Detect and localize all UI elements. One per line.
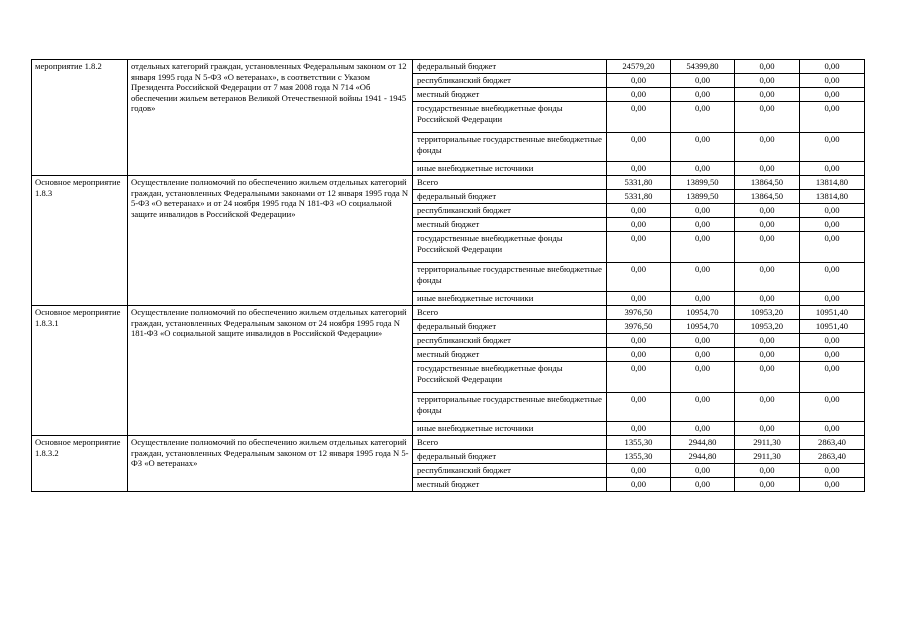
funding-source-cell: иные внебюджетные источники [413, 292, 607, 306]
amount-cell: 0,00 [607, 88, 671, 102]
amount-cell: 0,00 [671, 362, 735, 393]
amount-cell: 0,00 [800, 422, 865, 436]
amount-cell: 0,00 [607, 362, 671, 393]
amount-cell: 2863,40 [800, 450, 865, 464]
amount-cell: 0,00 [800, 74, 865, 88]
amount-cell: 0,00 [671, 133, 735, 162]
table-row [32, 176, 865, 190]
amount-cell: 0,00 [735, 162, 800, 176]
funding-source-cell: Всего [413, 436, 607, 450]
amount-cell: 13899,50 [671, 176, 735, 190]
amount-cell: 54399,80 [671, 60, 735, 74]
amount-cell: 0,00 [671, 88, 735, 102]
amount-cell: 0,00 [800, 60, 865, 74]
amount-cell: 0,00 [800, 162, 865, 176]
amount-cell: 0,00 [800, 292, 865, 306]
activity-code-cell: Основное мероприятие 1.8.3 [32, 176, 128, 306]
amount-cell: 0,00 [735, 263, 800, 292]
amount-cell: 0,00 [735, 102, 800, 133]
table-body [32, 60, 865, 492]
amount-cell: 0,00 [735, 334, 800, 348]
amount-cell: 0,00 [800, 204, 865, 218]
funding-source-cell: местный бюджет [413, 88, 607, 102]
funding-source-cell: Всего [413, 306, 607, 320]
amount-cell: 0,00 [735, 88, 800, 102]
table-row [32, 436, 865, 450]
funding-source-cell: государственные внебюджетные фонды Российской Федерации [413, 232, 607, 263]
amount-cell: 0,00 [800, 88, 865, 102]
amount-cell: 0,00 [671, 218, 735, 232]
funding-source-cell: местный бюджет [413, 348, 607, 362]
amount-cell: 13864,50 [735, 176, 800, 190]
funding-source-cell: иные внебюджетные источники [413, 162, 607, 176]
amount-cell: 13899,50 [671, 190, 735, 204]
funding-source-cell: федеральный бюджет [413, 60, 607, 74]
funding-source-cell: республиканский бюджет [413, 74, 607, 88]
amount-cell: 0,00 [800, 102, 865, 133]
amount-cell: 0,00 [671, 74, 735, 88]
amount-cell: 10951,40 [800, 320, 865, 334]
amount-cell: 0,00 [607, 133, 671, 162]
amount-cell: 13814,80 [800, 190, 865, 204]
amount-cell: 0,00 [735, 348, 800, 362]
amount-cell: 0,00 [671, 102, 735, 133]
amount-cell: 0,00 [735, 362, 800, 393]
amount-cell: 10954,70 [671, 320, 735, 334]
amount-cell: 0,00 [735, 60, 800, 74]
amount-cell: 0,00 [735, 478, 800, 492]
amount-cell: 0,00 [671, 162, 735, 176]
amount-cell: 2863,40 [800, 436, 865, 450]
amount-cell: 0,00 [800, 263, 865, 292]
activity-code-cell: мероприятие 1.8.2 [32, 60, 128, 176]
amount-cell: 2944,80 [671, 436, 735, 450]
amount-cell: 0,00 [607, 464, 671, 478]
amount-cell: 5331,80 [607, 190, 671, 204]
table-row [32, 306, 865, 320]
amount-cell: 0,00 [607, 232, 671, 263]
amount-cell: 0,00 [671, 334, 735, 348]
funding-source-cell: территориальные государственные внебюджетные фонды [413, 263, 607, 292]
amount-cell: 2944,80 [671, 450, 735, 464]
activity-description-cell: Осуществление полномочий по обеспечению жильем отдельных категорий граждан, установленных Федеральными законами от 12 января 1995 года N 5-ФЗ «О ветеранах» и от 24 ноября 1995 года N 181-ФЗ «О социальной защите инвалидов в Российской Федерации» [128, 176, 413, 306]
funding-source-cell: республиканский бюджет [413, 204, 607, 218]
amount-cell: 0,00 [671, 393, 735, 422]
amount-cell: 0,00 [735, 232, 800, 263]
amount-cell: 0,00 [800, 348, 865, 362]
amount-cell: 0,00 [607, 422, 671, 436]
amount-cell: 0,00 [607, 218, 671, 232]
amount-cell: 0,00 [735, 218, 800, 232]
amount-cell: 0,00 [607, 204, 671, 218]
amount-cell: 0,00 [735, 133, 800, 162]
amount-cell: 2911,30 [735, 450, 800, 464]
funding-source-cell: государственные внебюджетные фонды Российской Федерации [413, 102, 607, 133]
amount-cell: 0,00 [800, 218, 865, 232]
amount-cell: 0,00 [671, 478, 735, 492]
amount-cell: 3976,50 [607, 306, 671, 320]
amount-cell: 0,00 [735, 393, 800, 422]
amount-cell: 0,00 [671, 263, 735, 292]
amount-cell: 0,00 [671, 422, 735, 436]
funding-source-cell: федеральный бюджет [413, 450, 607, 464]
amount-cell: 0,00 [800, 133, 865, 162]
funding-source-cell: местный бюджет [413, 478, 607, 492]
amount-cell: 0,00 [735, 292, 800, 306]
amount-cell: 0,00 [671, 204, 735, 218]
amount-cell: 0,00 [671, 348, 735, 362]
activity-code-cell: Основное мероприятие 1.8.3.1 [32, 306, 128, 436]
activity-code-cell: Основное мероприятие 1.8.3.2 [32, 436, 128, 492]
amount-cell: 0,00 [607, 393, 671, 422]
funding-source-cell: иные внебюджетные источники [413, 422, 607, 436]
amount-cell: 0,00 [735, 464, 800, 478]
activity-description-cell: отдельных категорий граждан, установленных Федеральным законом от 12 января 1995 года N 5-ФЗ «О ветеранах», в соответствии с Указом Президента Российской Федерации от 7 мая 2008 года N 714 «Об обеспечении жильем ветеранов Великой Отечественной войны 1941 - 1945 годов» [128, 60, 413, 176]
amount-cell: 0,00 [671, 292, 735, 306]
amount-cell: 0,00 [607, 102, 671, 133]
table-row [32, 60, 865, 74]
amount-cell: 1355,30 [607, 436, 671, 450]
funding-source-cell: Всего [413, 176, 607, 190]
amount-cell: 0,00 [800, 478, 865, 492]
amount-cell: 10951,40 [800, 306, 865, 320]
amount-cell: 13814,80 [800, 176, 865, 190]
funding-source-cell: территориальные государственные внебюджетные фонды [413, 133, 607, 162]
amount-cell: 0,00 [800, 464, 865, 478]
amount-cell: 0,00 [800, 232, 865, 263]
amount-cell: 0,00 [800, 362, 865, 393]
amount-cell: 0,00 [607, 292, 671, 306]
funding-source-cell: федеральный бюджет [413, 190, 607, 204]
activity-description-cell: Осуществление полномочий по обеспечению жильем отдельных категорий граждан, установленных Федеральным законом от 12 января 1995 года N 5-ФЗ «О ветеранах» [128, 436, 413, 492]
amount-cell: 0,00 [607, 478, 671, 492]
amount-cell: 24579,20 [607, 60, 671, 74]
amount-cell: 0,00 [735, 422, 800, 436]
amount-cell: 0,00 [671, 464, 735, 478]
budget-table [31, 59, 865, 492]
amount-cell: 10954,70 [671, 306, 735, 320]
amount-cell: 0,00 [735, 204, 800, 218]
amount-cell: 2911,30 [735, 436, 800, 450]
amount-cell: 0,00 [607, 162, 671, 176]
amount-cell: 0,00 [671, 232, 735, 263]
amount-cell: 0,00 [800, 334, 865, 348]
amount-cell: 0,00 [607, 334, 671, 348]
amount-cell: 10953,20 [735, 306, 800, 320]
amount-cell: 10953,20 [735, 320, 800, 334]
amount-cell: 0,00 [607, 348, 671, 362]
funding-source-cell: территориальные государственные внебюджетные фонды [413, 393, 607, 422]
funding-source-cell: федеральный бюджет [413, 320, 607, 334]
amount-cell: 1355,30 [607, 450, 671, 464]
activity-description-cell: Осуществление полномочий по обеспечению жильем отдельных категорий граждан, установленных Федеральным законом от 24 ноября 1995 года N 181-ФЗ «О социальной защите инвалидов в Российской Федерации» [128, 306, 413, 436]
amount-cell: 5331,80 [607, 176, 671, 190]
amount-cell: 0,00 [607, 263, 671, 292]
amount-cell: 0,00 [735, 74, 800, 88]
amount-cell: 0,00 [800, 393, 865, 422]
amount-cell: 3976,50 [607, 320, 671, 334]
amount-cell: 0,00 [607, 74, 671, 88]
funding-source-cell: местный бюджет [413, 218, 607, 232]
funding-source-cell: республиканский бюджет [413, 334, 607, 348]
amount-cell: 13864,50 [735, 190, 800, 204]
funding-source-cell: республиканский бюджет [413, 464, 607, 478]
funding-source-cell: государственные внебюджетные фонды Российской Федерации [413, 362, 607, 393]
